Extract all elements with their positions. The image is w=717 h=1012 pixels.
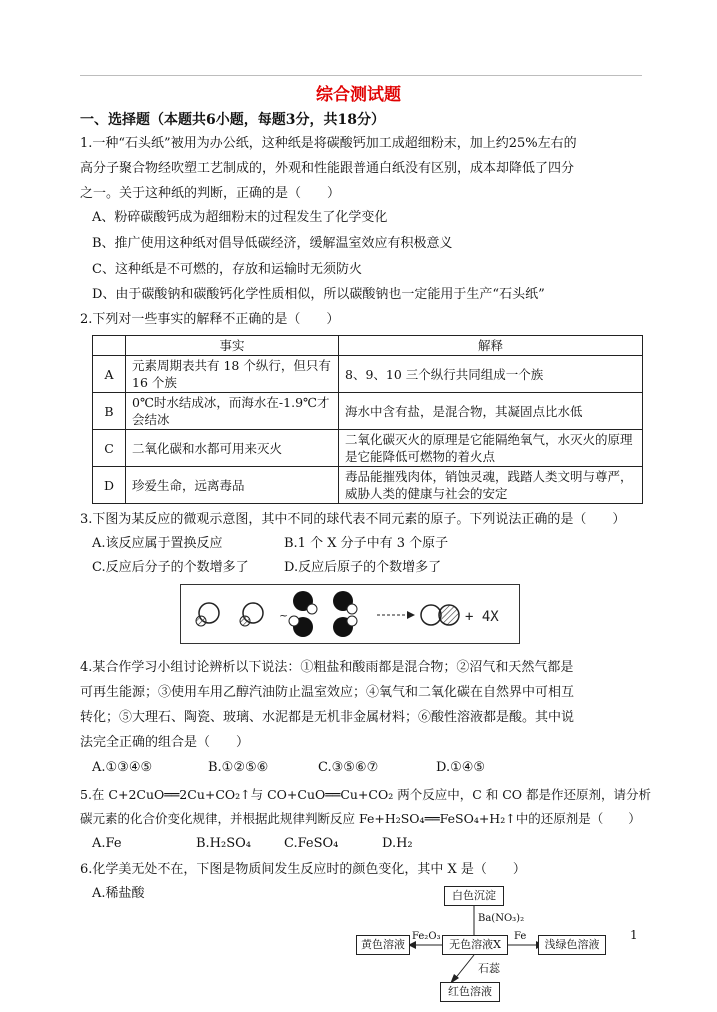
q5-line-1: 5.在 C+2CuO══2Cu+CO₂↑与 CO+CuO══Cu+CO₂ 两个反应中，C 和 CO 都是作还原剂，请分析 — [80, 787, 651, 802]
q1-line-3: 之一。关于这种纸的判断，正确的是（ ） — [80, 186, 341, 201]
page-number: 1 — [630, 928, 638, 942]
q6-option-a: A.稀盐酸 — [92, 886, 145, 901]
box-light-green-solution: 浅绿色溶液 — [538, 935, 606, 955]
q5-option-a: A.Fe — [92, 836, 122, 851]
product-molecule — [421, 605, 459, 625]
table-row — [93, 467, 643, 504]
row-explain: 海水中含有盐，是混合物，其凝固点比水低 — [339, 393, 643, 430]
q4-option-b: B.①②⑤⑥ — [208, 760, 269, 775]
table-header-row — [93, 336, 643, 356]
box-red-solution: 红色溶液 — [440, 982, 500, 1002]
row-label: A — [93, 356, 126, 393]
q4-option-c: C.③⑤⑥⑦ — [318, 760, 379, 775]
reagent-litmus: 石蕊 — [478, 962, 500, 975]
q1-option-d: D、由于碳酸钠和碳酸钙化学性质相似，所以碳酸钠也一定能用于生产“石头纸” — [92, 287, 545, 302]
header-rule — [80, 75, 642, 76]
q1-line-2: 高分子聚合物经吹塑工艺制成的，外观和性能跟普通白纸没有区别，成本却降低了四分 — [80, 161, 575, 176]
facts-table — [92, 335, 643, 504]
reaction-diagram-svg — [181, 585, 519, 643]
product-label: + 4X — [465, 609, 499, 625]
reagent-fe: Fe — [514, 931, 527, 942]
box-yellow-solution: 黄色溶液 — [356, 935, 410, 955]
q3-option-a: A.该反应属于置换反应 — [92, 536, 223, 551]
q1-option-b: B、推广使用这种纸对倡导低碳经济，缓解温室效应有积极意义 — [92, 236, 453, 251]
reaction-arrow — [377, 611, 415, 619]
row-label: B — [93, 393, 126, 430]
table-header-explain: 解释 — [339, 336, 643, 356]
table-row — [93, 430, 643, 467]
q5-option-c: C.FeSO₄ — [284, 836, 339, 851]
table-row — [93, 356, 643, 393]
row-fact: 元素周期表共有 18 个纵行，但只有 16 个族 — [126, 356, 339, 393]
page-title: 综合测试题 — [316, 85, 401, 105]
q3-stem: 3.下图为某反应的微观示意图，其中不同的球代表不同元素的原子。下列说法正确的是（ ） — [80, 512, 626, 527]
reactant-molecule-1 — [196, 603, 219, 626]
row-fact: 珍爱生命，远离毒品 — [126, 467, 339, 504]
table-header-label — [93, 336, 126, 356]
reactant-molecule-3 — [289, 591, 317, 637]
q4-line-3: 转化；⑤大理石、陶瓷、玻璃、水泥都是无机非金属材料；⑥酸性溶液都是酸。其中说 — [80, 710, 575, 725]
reactant-molecule-2 — [240, 603, 263, 626]
q2-stem: 2.下列对一些事实的解释不正确的是（ ） — [80, 312, 340, 327]
section-heading: 一、选择题（本题共6小题，每题3分，共18分） — [80, 112, 385, 128]
row-explain: 二氧化碳灭火的原理是它能隔绝氧气，水灭火的原理是它能降低可燃物的着火点 — [339, 430, 643, 467]
q4-option-d: D.①④⑤ — [436, 760, 486, 775]
q5-option-d: D.H₂ — [382, 836, 413, 851]
box-white-precipitate: 白色沉淀 — [444, 886, 504, 906]
row-fact: 二氧化碳和水都可用来灭火 — [126, 430, 339, 467]
table-header-fact: 事实 — [126, 336, 339, 356]
q4-line-2: 可再生能源；③使用车用乙醇汽油防止温室效应；④氧气和二氧化碳在自然界中可相互 — [80, 685, 575, 700]
down-connector — [454, 955, 474, 980]
reactant-molecule-4 — [333, 591, 357, 637]
q4-option-a: A.①③④⑤ — [92, 760, 153, 775]
q3-option-d: D.反应后原子的个数增多了 — [284, 560, 442, 575]
q6-stem: 6.化学美无处不在，下图是物质间发生反应时的颜色变化，其中 X 是（ ） — [80, 862, 526, 877]
q5-option-b: B.H₂SO₄ — [196, 836, 252, 851]
q5-line-2: 碳元素的化合价变化规律，并根据此规律判断反应 Fe+H₂SO₄══FeSO₄+H₂↑中的还原剂是（ ） — [80, 811, 641, 826]
q3-option-c: C.反应后分子的个数增多了 — [92, 560, 249, 575]
q1-option-a: A、粉碎碳酸钙成为超细粉末的过程发生了化学变化 — [92, 210, 388, 225]
row-fact: 0℃时水结成冰，而海水在-1.9℃才会结冰 — [126, 393, 339, 430]
row-label: C — [93, 430, 126, 467]
q1-line-1: 1.一种“石头纸”被用为办公纸，这种纸是将碳酸钙加工成超细粉末，加上约25%左右的 — [80, 136, 577, 151]
q1-option-c: C、这种纸是不可燃的，存放和运输时无须防火 — [92, 262, 362, 277]
reaction-diagram — [180, 584, 520, 644]
q4-line-4: 法完全正确的组合是（ ） — [80, 735, 250, 750]
row-explain: 毒品能摧残肉体，销蚀灵魂，践踏人类文明与尊严，威胁人类的健康与社会的安定 — [339, 467, 643, 504]
reagent-fe2o3: Fe₂O₃ — [412, 931, 441, 942]
reagent-ba-no3-2: Ba(NO₃)₂ — [478, 913, 525, 924]
q4-line-1: 4.某合作学习小组讨论辨析以下说法：①粗盐和酸雨都是混合物；②沼气和天然气都是 — [80, 660, 574, 675]
box-colorless-solution-x: 无色溶液X — [442, 935, 508, 955]
table-row — [93, 393, 643, 430]
plus-sign: ~ — [279, 609, 289, 622]
q3-option-b: B.1 个 X 分子中有 3 个原子 — [284, 536, 449, 551]
row-explain: 8、9、10 三个纵行共同组成一个族 — [339, 356, 643, 393]
row-label: D — [93, 467, 126, 504]
